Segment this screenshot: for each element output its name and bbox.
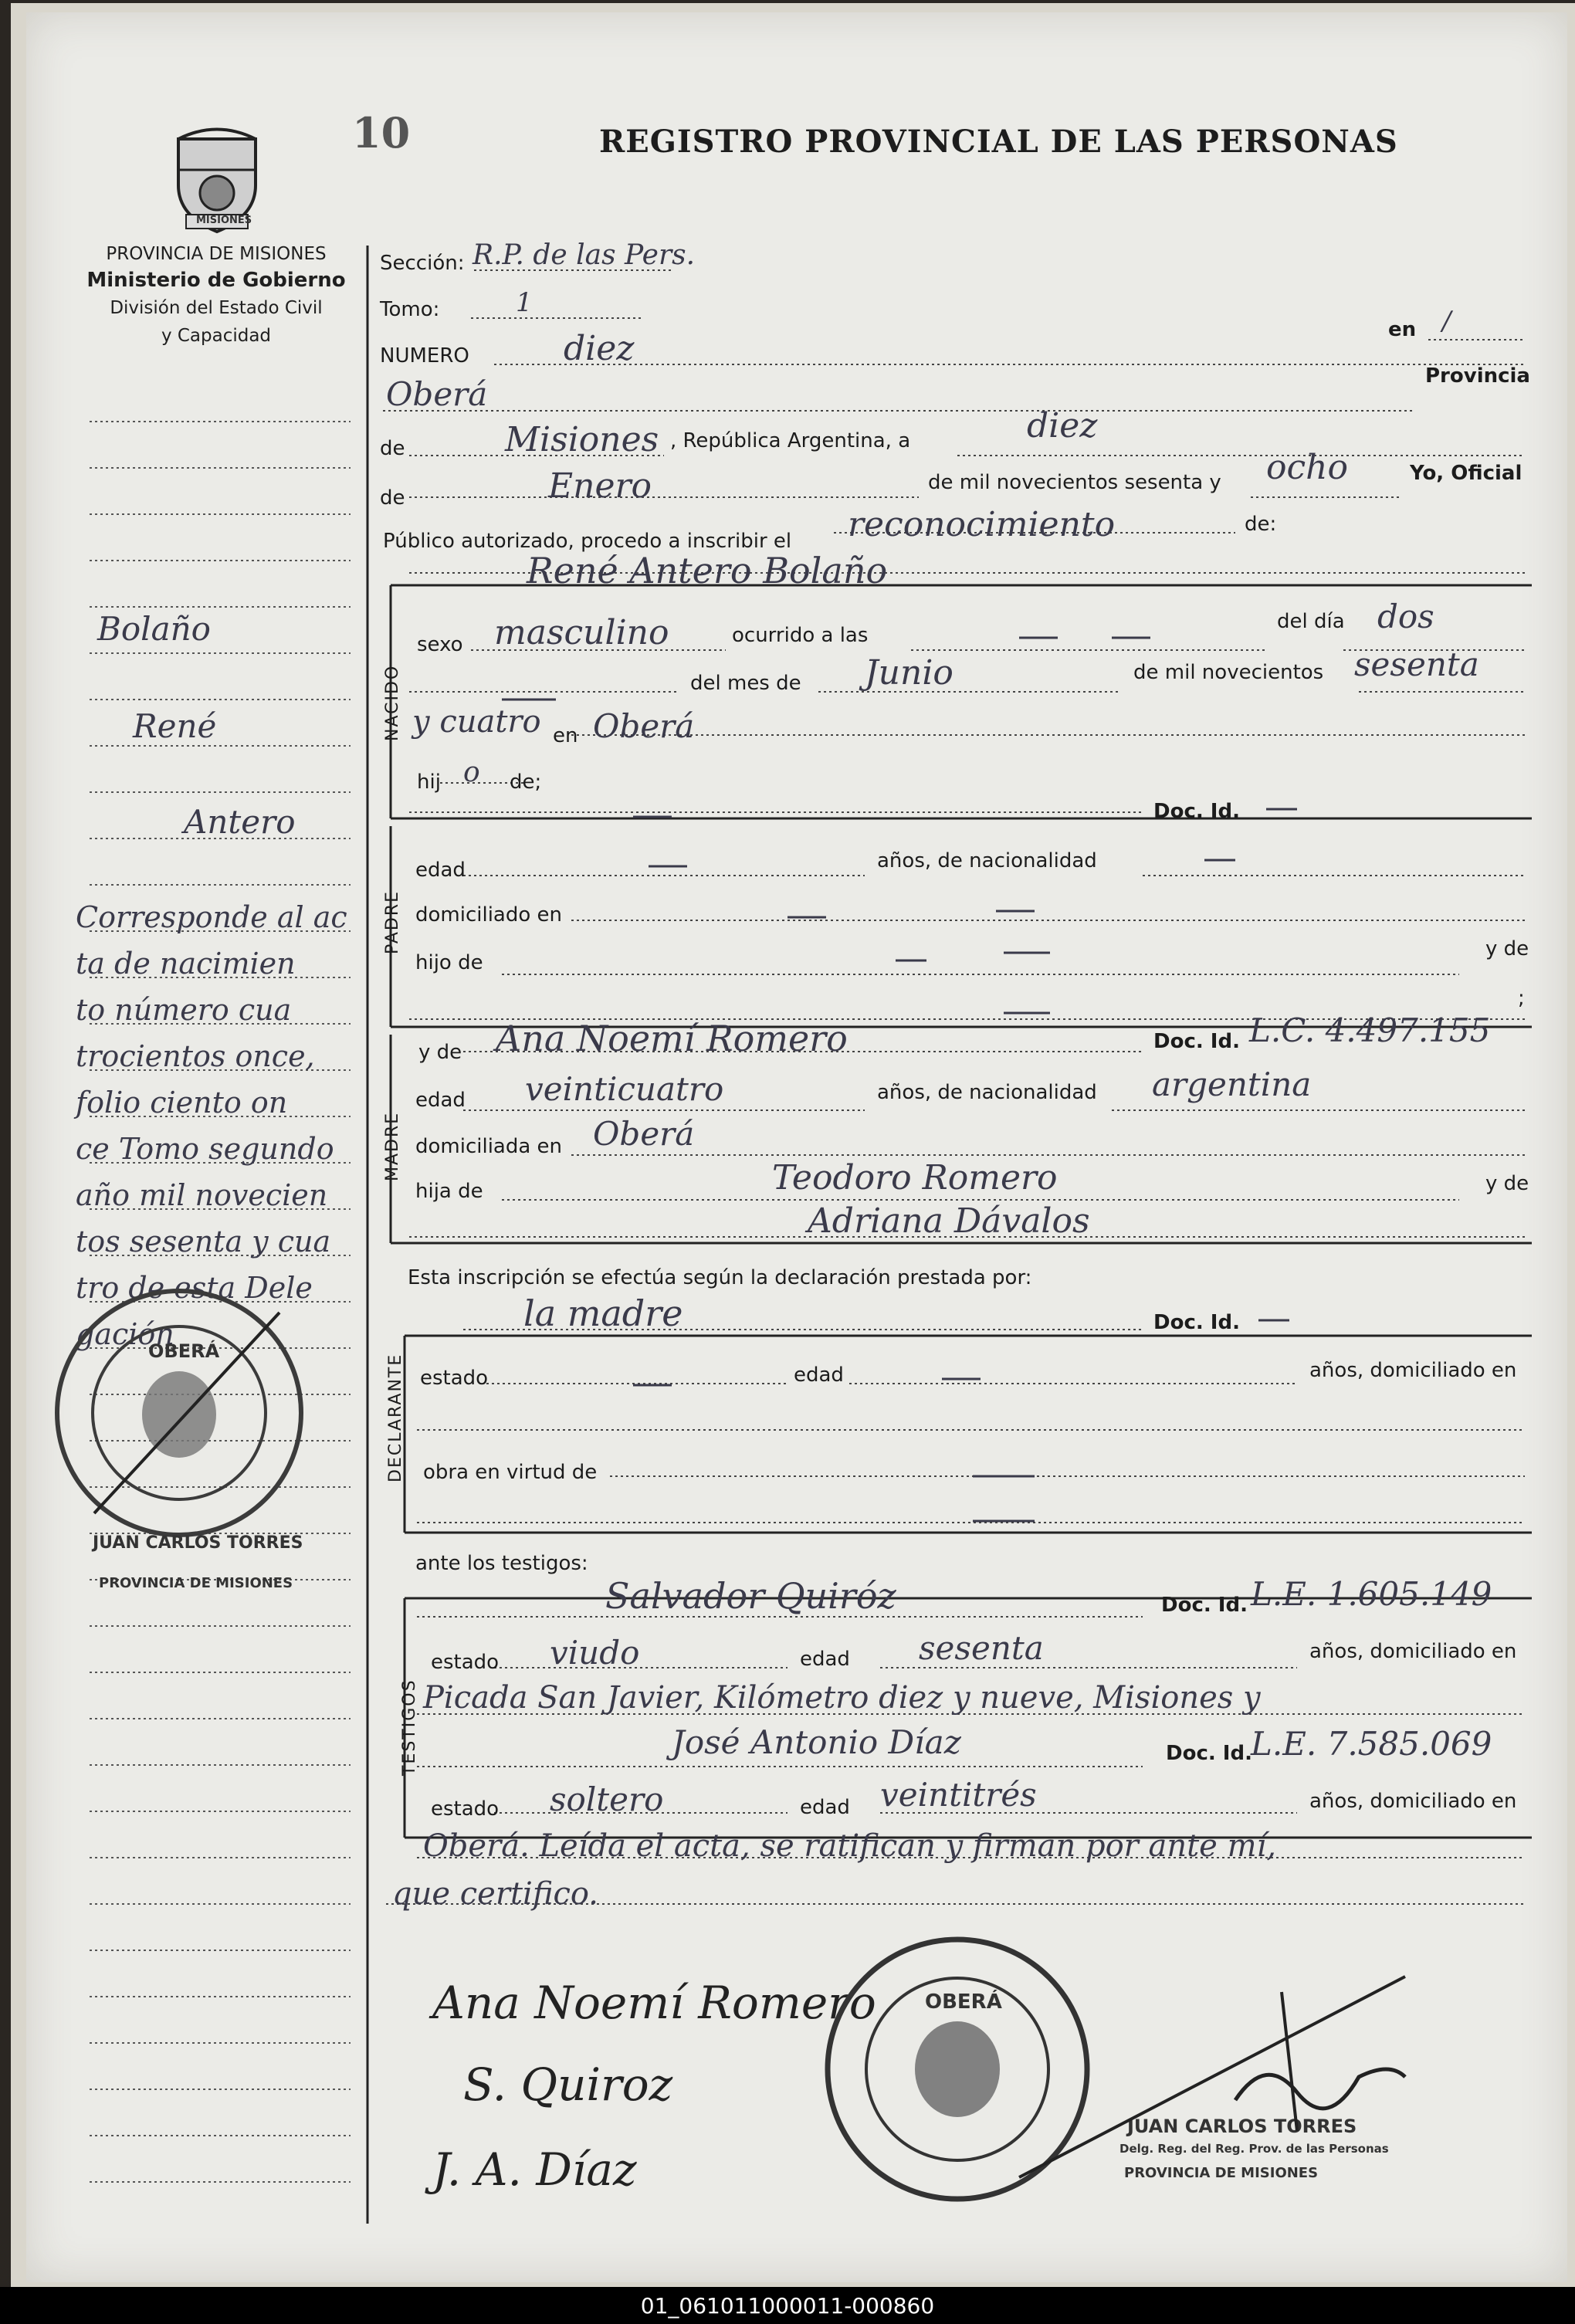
hij-suffix-value: o	[463, 757, 480, 788]
republica-label: , República Argentina, a	[670, 429, 911, 452]
mil-novecientos-label: de mil novecientos	[1133, 661, 1324, 684]
numero-value: diez	[564, 329, 635, 368]
testigo1-estado-label: estado	[431, 1651, 500, 1674]
madre-domicilio-label: domiciliada en	[415, 1135, 563, 1158]
madre-y-de-label-2: y de	[1485, 1172, 1529, 1195]
testigo1-edad-value: sesenta	[919, 1629, 1044, 1667]
margin-note-line: folio ciento on	[76, 1086, 288, 1120]
footer-image-id: 01_061011000011-000860	[640, 2293, 935, 2319]
provincia-value: Misiones	[505, 420, 659, 459]
margin-note-line: trocientos once,	[76, 1039, 315, 1073]
madre-madre-value: Adriana Dávalos	[808, 1201, 1090, 1241]
anio-nac-1-value: sesenta	[1354, 645, 1479, 683]
side-label-padre: PADRE	[383, 889, 402, 954]
padre-y-de-label: y de	[1485, 937, 1529, 960]
cierre-line-2: que certifico.	[392, 1876, 598, 1912]
mes-nac-value: Junio	[865, 653, 953, 693]
testigo1-dom-value: Picada San Javier, Kilómetro diez y nueve, Misiones y	[423, 1680, 1261, 1716]
page-title: REGISTRO PROVINCIAL DE LAS PERSONAS	[599, 124, 1398, 160]
stamp-left-city: OBERÁ	[148, 1340, 220, 1362]
doc-id-nac-label: Doc. Id.	[1153, 800, 1240, 823]
stamp-left-name: JUAN CARLOS TORRES	[93, 1533, 303, 1553]
page-number: 10	[352, 108, 411, 158]
padre-anos-label: años, de nacionalidad	[877, 849, 1097, 872]
madre-nombre-value: Ana Noemí Romero	[496, 1018, 848, 1059]
margin-note-line: tos sesenta y cua	[76, 1225, 331, 1259]
testigo2-anos-label: años, domiciliado en	[1309, 1790, 1517, 1813]
stamp-right-sub: Delg. Reg. del Reg. Prov. de las Personas	[1119, 2142, 1389, 2156]
localidad-value: Oberá	[386, 375, 488, 413]
header-province: PROVINCIA DE MISIONES	[106, 244, 327, 264]
side-label-nacido: NACIDO	[383, 664, 402, 741]
margin-note-line: gación	[76, 1317, 174, 1351]
seccion-label: Sección:	[380, 252, 465, 275]
de-label: de	[380, 437, 405, 460]
lugar-nac-value: Oberá	[593, 707, 695, 745]
header-ministry: Ministerio de Gobierno	[86, 269, 346, 292]
header-capacity: y Capacidad	[161, 326, 272, 346]
side-label-madre: MADRE	[383, 1111, 402, 1181]
de-label-2: de	[380, 486, 405, 510]
crest-label: MISIONES	[196, 215, 252, 226]
declarante-edad-label: edad	[794, 1364, 844, 1387]
cierre-line-1: Oberá. Leída el acta, se ratifican y firman por ante mí,	[423, 1828, 1276, 1864]
padre-semicolon: ;	[1518, 987, 1525, 1010]
testigo2-doc-value: L.E. 7.585.069	[1251, 1725, 1492, 1763]
numero-label: NUMERO	[380, 344, 469, 368]
official-stamp-left	[48, 1282, 310, 1544]
yo-oficial-label: Yo, Oficial	[1410, 462, 1522, 485]
del-dia-label: del día	[1277, 610, 1345, 633]
madre-edad-label: edad	[415, 1089, 466, 1112]
stamp-right-name: JUAN CARLOS TORRES	[1127, 2116, 1357, 2137]
hij-de-label: de;	[510, 771, 542, 794]
madre-padre-value: Teodoro Romero	[772, 1158, 1058, 1198]
testigo1-edad-label: edad	[800, 1648, 850, 1671]
provincia-label: Provincia	[1425, 364, 1530, 388]
padre-domicilio-label: domiciliado en	[415, 903, 563, 927]
madre-doc-value: L.C. 4.497.155	[1249, 1011, 1491, 1049]
anio-nac-2-value: y cuatro	[412, 704, 541, 740]
seccion-value: R.P. de las Pers.	[472, 239, 696, 271]
tomo-value: 1	[516, 287, 533, 318]
margin-first-name: René	[133, 707, 217, 745]
nombre-value: René Antero Bolaño	[527, 550, 888, 591]
signature-witness-2: J. A. Díaz	[432, 2143, 637, 2196]
footer-bar	[0, 2287, 1575, 2324]
testigo1-estado-value: viudo	[550, 1634, 640, 1672]
de-colon-label: de:	[1245, 513, 1277, 536]
official-signature-icon	[1004, 1961, 1436, 2193]
testigo1-anos-label: años, domiciliado en	[1309, 1640, 1517, 1663]
mes-value: Enero	[548, 466, 652, 506]
acto-value: reconocimiento	[848, 505, 1116, 544]
margin-note-line: año mil novecien	[76, 1178, 328, 1212]
madre-hija-label: hija de	[415, 1180, 483, 1203]
declarante-value: la madre	[523, 1292, 683, 1334]
declarante-doc-label: Doc. Id.	[1153, 1311, 1240, 1334]
madre-anos-label: años, de nacionalidad	[877, 1081, 1097, 1104]
ante-testigos-label: ante los testigos:	[415, 1552, 588, 1575]
madre-dom-value: Oberá	[593, 1115, 695, 1153]
madre-doc-label: Doc. Id.	[1153, 1030, 1240, 1053]
obra-virtud-label: obra en virtud de	[423, 1461, 598, 1484]
province-crest-icon	[167, 124, 267, 243]
anio-value: ocho	[1266, 448, 1348, 487]
del-mes-label: del mes de	[690, 672, 801, 695]
side-label-declarante: DECLARANTE	[386, 1353, 405, 1482]
signature-witness-1: S. Quiroz	[463, 2058, 673, 2111]
stamp-right-province: PROVINCIA DE MISIONES	[1124, 2165, 1319, 2181]
declarante-estado-label: estado	[420, 1367, 489, 1390]
mil-sesenta-label: de mil novecientos sesenta y	[928, 471, 1221, 494]
testigo2-edad-value: veintitrés	[880, 1776, 1037, 1814]
madre-nac-value: argentina	[1152, 1065, 1312, 1103]
madre-y-de-label: y de	[418, 1041, 462, 1064]
testigo2-estado-value: soltero	[550, 1780, 664, 1818]
margin-surname: Bolaño	[97, 610, 211, 648]
testigo2-doc-label: Doc. Id.	[1166, 1742, 1252, 1765]
publico-label: Público autorizado, procedo a inscribir el	[383, 530, 792, 553]
inscripcion-label: Esta inscripción se efectúa según la declaración prestada por:	[408, 1266, 1032, 1289]
testigo1-doc-label: Doc. Id.	[1161, 1594, 1248, 1617]
signature-mother: Ana Noemí Romero	[432, 1977, 876, 2029]
testigo2-value: José Antonio Díaz	[672, 1723, 961, 1761]
madre-edad-value: veinticuatro	[525, 1070, 724, 1108]
margin-note-line: tro de esta Dele	[76, 1271, 313, 1305]
testigo1-value: Salvador Quiróz	[605, 1575, 896, 1617]
sexo-value: masculino	[494, 613, 669, 652]
dia-nac-value: dos	[1377, 598, 1434, 635]
declarante-anos-label: años, domiciliado en	[1309, 1359, 1517, 1382]
testigo1-doc-value: L.E. 1.605.149	[1251, 1575, 1492, 1613]
dia-value: diez	[1027, 406, 1098, 445]
margin-second-name: Antero	[184, 803, 296, 841]
testigo2-estado-label: estado	[431, 1797, 500, 1821]
hij-label: hij	[417, 771, 441, 794]
margin-note-line: ta de nacimien	[76, 947, 296, 981]
padre-edad-label: edad	[415, 859, 466, 882]
sexo-label: sexo	[417, 633, 463, 656]
ocurrido-label: ocurrido a las	[732, 624, 869, 647]
en-value: /	[1442, 306, 1451, 337]
padre-hijo-label: hijo de	[415, 951, 483, 974]
margin-note-line: Corresponde al ac	[76, 900, 347, 934]
stamp-left-province: PROVINCIA DE MISIONES	[99, 1575, 293, 1591]
margin-note-line: ce Tomo segundo	[76, 1132, 334, 1166]
en-nac-label: en	[553, 724, 578, 747]
side-label-testigos: TESTIGOS	[400, 1679, 419, 1776]
testigo2-edad-label: edad	[800, 1796, 850, 1819]
en-label: en	[1388, 318, 1417, 341]
stamp-right-city: OBERÁ	[925, 1990, 1002, 2014]
margin-note-line: to número cua	[76, 993, 292, 1027]
header-division: División del Estado Civil	[110, 298, 323, 318]
tomo-label: Tomo:	[380, 298, 440, 321]
